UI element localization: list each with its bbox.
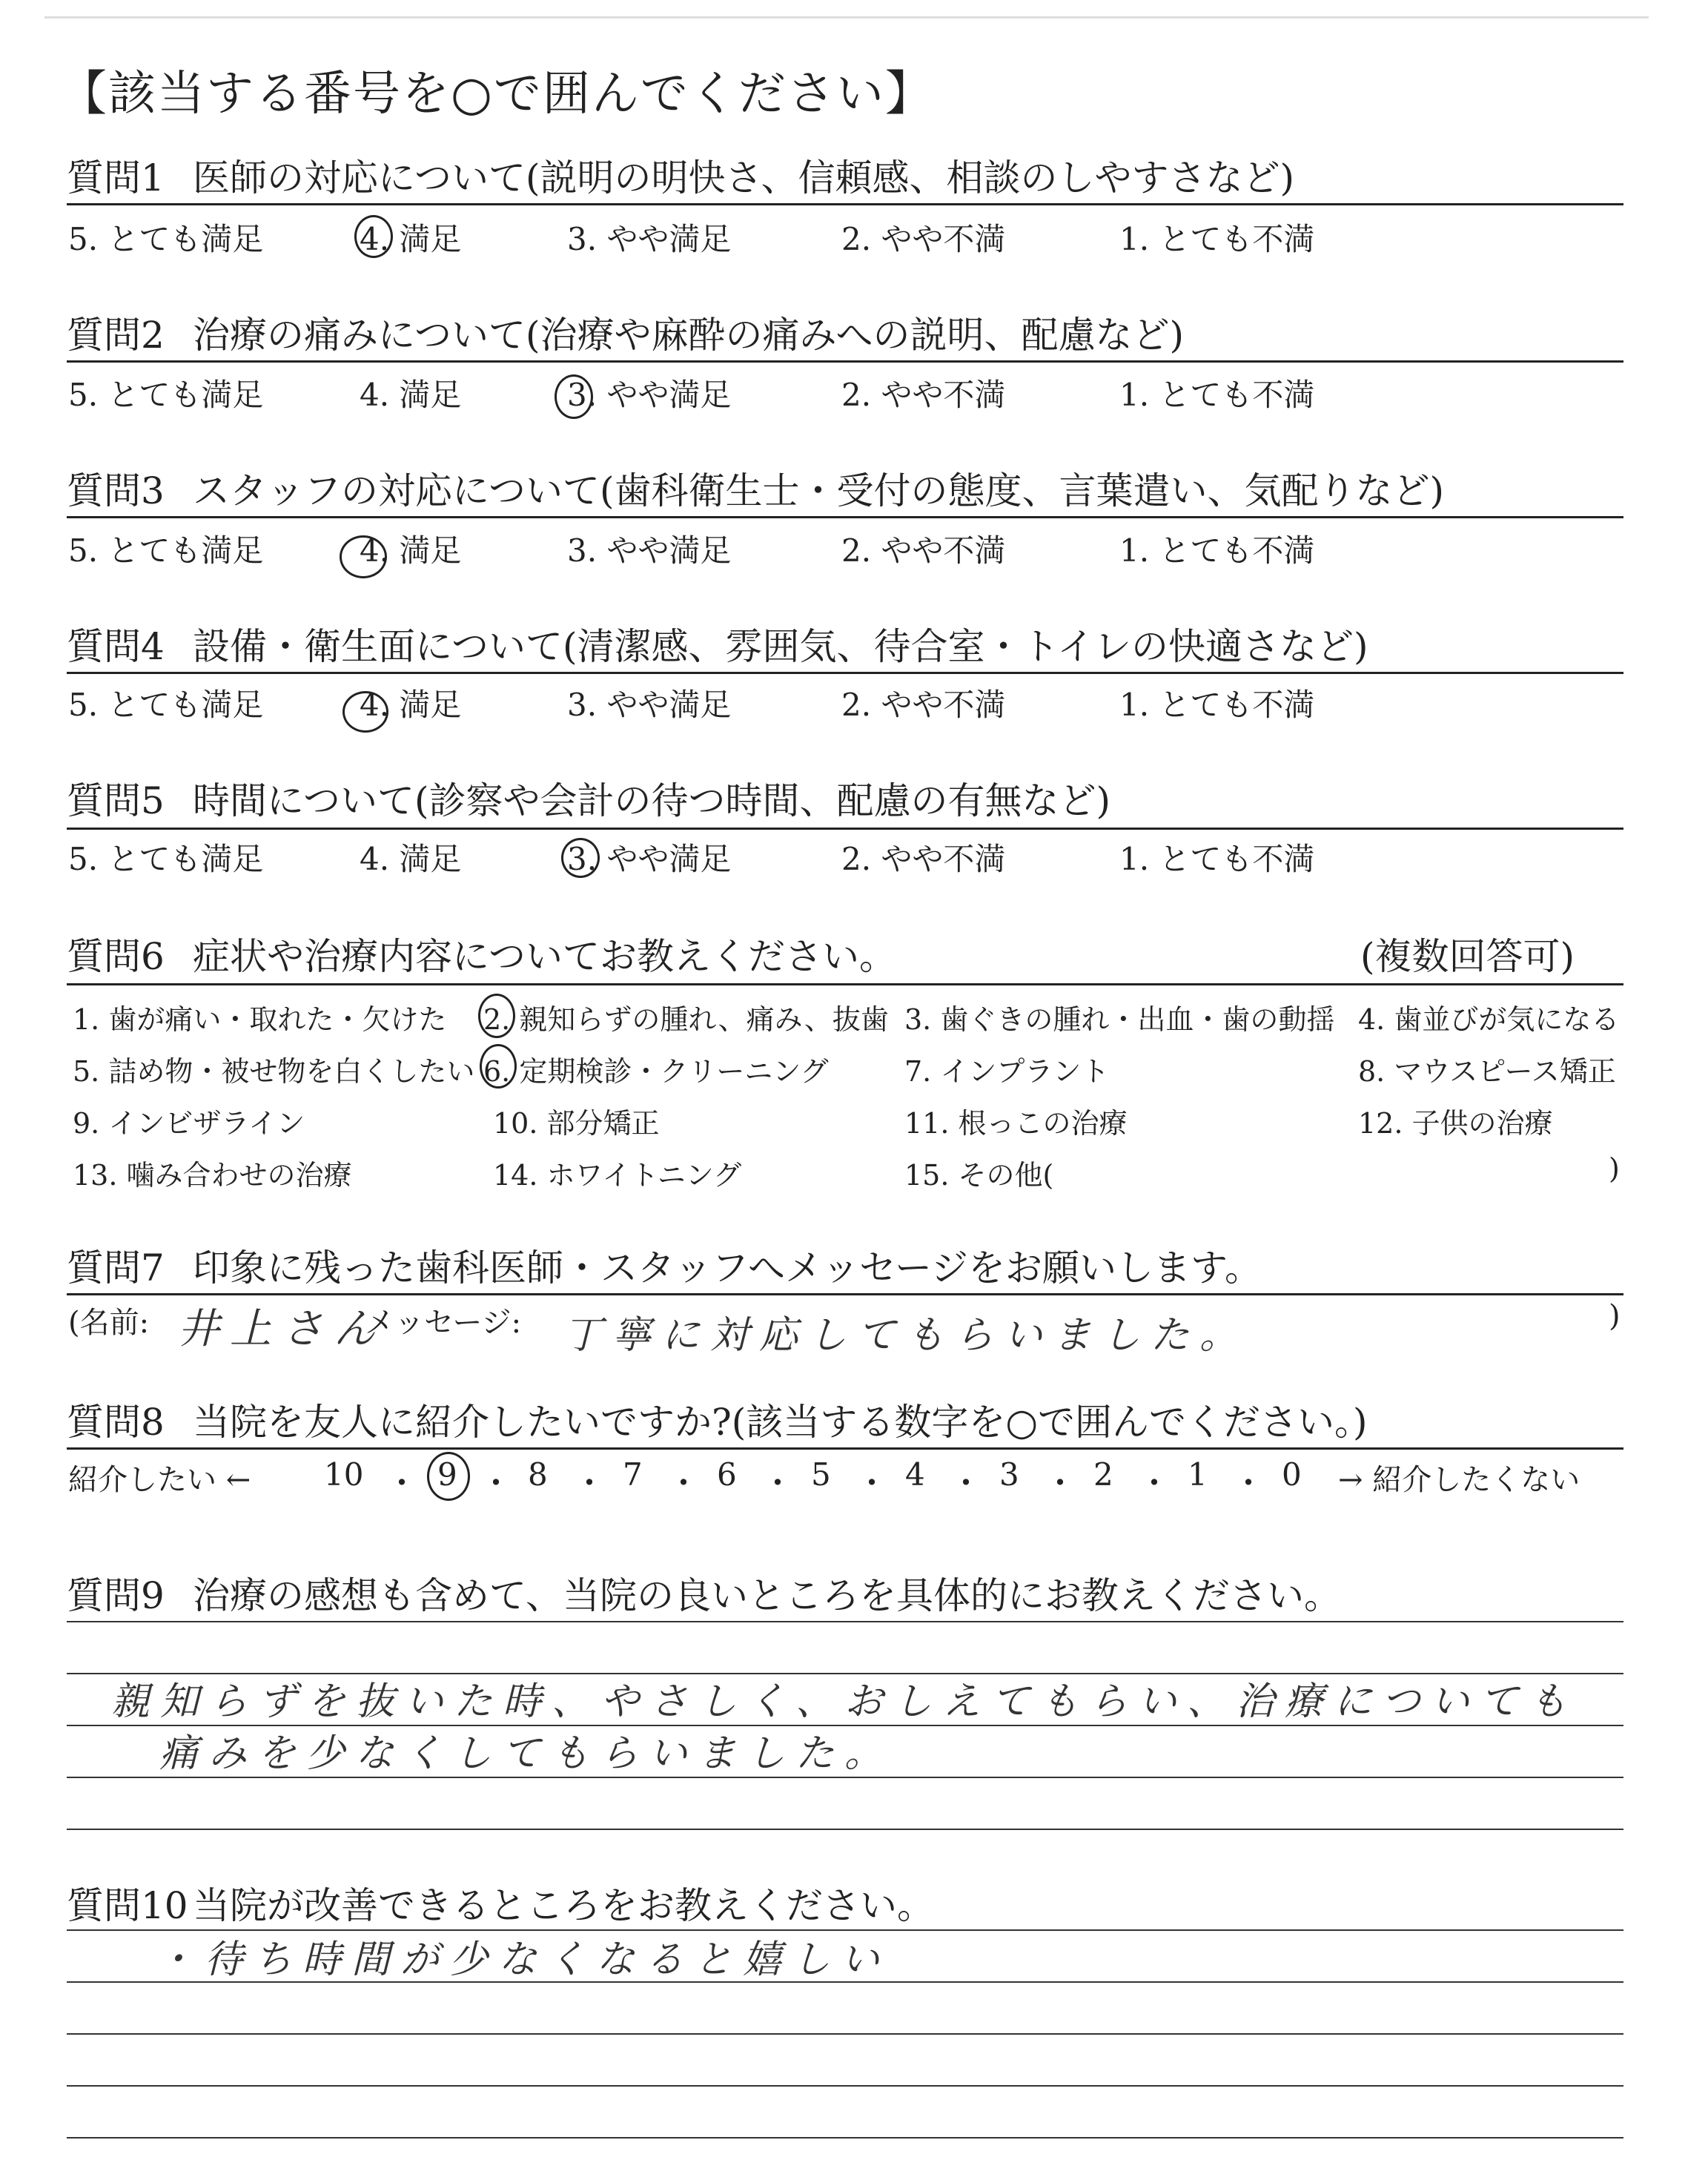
q5-rule [67,828,1623,830]
q1-option-2[interactable]: 2. やや不満 [841,221,1006,257]
q6-option-6[interactable]: 6. 定期検診・クリーニング [483,1055,829,1088]
q3-option-4[interactable]: 4. 満足 [360,532,462,569]
q8-number-3[interactable]: 3 [999,1456,1019,1493]
q8-number-1[interactable]: 1 [1188,1456,1208,1493]
q8-number-6[interactable]: 6 [717,1456,737,1493]
q1-title [67,148,1294,202]
q5-title [67,771,1110,825]
q3-option-2[interactable]: 2. やや不満 [841,532,1006,569]
q4-option-2[interactable]: 2. やや不満 [841,687,1006,723]
q4-number: 質問4 [67,625,165,668]
q6-option-15[interactable]: 15. その他( [904,1159,1054,1192]
q6-option-2[interactable]: 2. 親知らずの腫れ、痛み、抜歯 [483,1003,889,1036]
q10-number: 質問10 [67,1884,188,1927]
q4-selection-circle [342,691,388,733]
q8-separator: ・ [1044,1464,1076,1502]
q8-number-4[interactable]: 4 [905,1456,925,1493]
q9-answer-line-1[interactable]: 親知らずを抜いた時、やさしく、おしえてもらい、治療についても [111,1680,1578,1724]
q1-rule [67,203,1623,205]
q6-option-11[interactable]: 11. 根っこの治療 [904,1107,1128,1140]
q10-text: 当院が改善できるところをお教えください。 [193,1884,934,1927]
q7-text: 印象に残った歯科医師・スタッフへメッセージをお願いします。 [193,1246,1262,1289]
q8-separator: ・ [1232,1464,1265,1502]
q1-option-1[interactable]: 1. とても不満 [1119,221,1315,257]
q9-title [67,1566,1341,1619]
q6-option-14[interactable]: 14. ホワイトニング [493,1159,742,1192]
q6-selection-circle-6 [480,1044,517,1089]
q9-number: 質問9 [67,1574,165,1617]
q7-name-label: (名前: [68,1306,150,1340]
q3-option-5[interactable]: 5. とても満足 [68,532,264,569]
q2-option-4[interactable]: 4. 満足 [360,377,462,413]
page-heading: 【該当する番号を○で囲んでください】 [59,67,934,122]
q8-separator: ・ [573,1464,606,1502]
q2-option-5[interactable]: 5. とても満足 [68,377,264,413]
q8-number: 質問8 [67,1401,165,1444]
q4-option-4[interactable]: 4. 満足 [360,687,462,723]
q7-message-value[interactable]: 丁寧に対応してもらいました。 [563,1313,1249,1358]
q3-text: スタッフの対応について(歯科衛生士・受付の態度、言葉遣い、気配りなど) [193,469,1445,512]
q5-number: 質問5 [67,779,165,822]
q2-number: 質問2 [67,314,165,357]
q8-separator: ・ [761,1464,794,1502]
q8-separator: ・ [855,1464,888,1502]
q3-rule [67,516,1623,518]
q8-separator: ・ [480,1464,512,1502]
q8-number-2[interactable]: 2 [1093,1456,1113,1493]
q8-text: 当院を友人に紹介したいですか?(該当する数字を○で囲んでください。) [193,1401,1368,1444]
q6-option-15-close-paren: ) [1609,1152,1620,1185]
q8-number-8[interactable]: 8 [528,1456,548,1493]
q6-multiple-answer-note: (複数回答可) [1360,935,1575,978]
q9-rule [67,1621,1623,1622]
q10-answer-line [67,2033,1623,2035]
q8-selection-circle [427,1452,470,1501]
q5-option-4[interactable]: 4. 満足 [360,841,462,877]
q5-option-5[interactable]: 5. とても満足 [68,841,264,877]
q3-number: 質問3 [67,469,165,512]
q5-option-1[interactable]: 1. とても不満 [1119,841,1315,877]
q8-number-10[interactable]: 10 [324,1456,364,1493]
q7-message-label: メッセージ: [365,1306,522,1340]
q7-name-value[interactable]: 井上さん [178,1305,385,1353]
q6-rule [67,983,1623,985]
q8-right-label: → 紹介したくない [1338,1463,1580,1497]
q6-option-7[interactable]: 7. インプラント [904,1055,1110,1088]
q8-title [67,1393,1367,1446]
q10-answer-line [67,2085,1623,2087]
q7-title [67,1238,1262,1292]
q4-option-1[interactable]: 1. とても不満 [1119,687,1315,723]
q5-option-2[interactable]: 2. やや不満 [841,841,1006,877]
q3-selection-circle [340,535,387,578]
q8-separator: ・ [1138,1464,1171,1502]
q8-number-0[interactable]: 0 [1282,1456,1302,1493]
q4-rule [67,672,1623,674]
q4-title [67,617,1368,670]
q8-number-9[interactable]: 9 [437,1456,457,1493]
q1-selection-circle [354,215,393,258]
q6-option-1[interactable]: 1. 歯が痛い・取れた・欠けた [73,1003,447,1036]
q6-text: 症状や治療内容についてお教えください。 [193,935,896,978]
q2-option-2[interactable]: 2. やや不満 [841,377,1006,413]
q1-option-4[interactable]: 4. 満足 [360,221,462,257]
q8-separator: ・ [385,1464,418,1502]
q4-option-3[interactable]: 3. やや満足 [567,687,732,723]
top-border [44,16,1649,19]
q5-option-3[interactable]: 3. やや満足 [567,841,732,877]
q10-title [67,1876,934,1929]
q3-option-1[interactable]: 1. とても不満 [1119,532,1315,569]
q2-option-3[interactable]: 3. やや満足 [567,377,732,413]
q8-left-label: 紹介したい ← [68,1463,251,1497]
q6-option-8[interactable]: 8. マウスピース矯正 [1358,1055,1616,1088]
q1-option-5[interactable]: 5. とても満足 [68,221,264,257]
q8-number-5[interactable]: 5 [811,1456,831,1493]
q3-title [67,461,1444,515]
q2-title [67,305,1184,359]
q7-rule [67,1293,1623,1295]
q6-option-12[interactable]: 12. 子供の治療 [1358,1107,1553,1140]
q4-option-5[interactable]: 5. とても満足 [68,687,264,723]
q9-answer-line [67,1829,1623,1830]
q9-text: 治療の感想も含めて、当院の良いところを具体的にお教えください。 [193,1574,1341,1617]
q7-number: 質問7 [67,1246,165,1289]
q2-text: 治療の痛みについて(治療や麻酔の痛みへの説明、配慮など) [193,314,1185,357]
q3-option-3[interactable]: 3. やや満足 [567,532,732,569]
q6-number: 質問6 [67,935,165,978]
q6-option-10[interactable]: 10. 部分矯正 [493,1107,660,1140]
q6-option-5[interactable]: 5. 詰め物・被せ物を白くしたい [73,1055,475,1088]
q2-selection-circle [555,374,593,419]
q1-number: 質問1 [67,156,165,199]
q9-answer-line-2[interactable]: 痛みを少なくしてもらいました。 [159,1731,894,1776]
q4-text: 設備・衛生面について(清潔感、雰囲気、待合室・トイレの快適さなど) [193,625,1368,668]
q10-answer-line [67,2137,1623,2138]
q2-option-1[interactable]: 1. とても不満 [1119,377,1315,413]
q5-text: 時間について(診察や会計の待つ時間、配慮の有無など) [193,779,1111,822]
q6-selection-circle-2 [478,994,515,1038]
q6-option-3[interactable]: 3. 歯ぐきの腫れ・出血・歯の動揺 [904,1003,1335,1036]
q10-answer-line-1[interactable]: ・待ち時間が少なくなると嬉しい [156,1938,890,1982]
q8-number-7[interactable]: 7 [623,1456,643,1493]
q6-option-9[interactable]: 9. インビザライン [73,1107,305,1140]
q6-option-13[interactable]: 13. 噛み合わせの治療 [73,1159,352,1192]
q5-selection-circle [561,838,600,878]
q8-rule [67,1447,1623,1450]
q1-option-3[interactable]: 3. やや満足 [567,221,732,257]
q8-separator: ・ [950,1464,982,1502]
q8-separator: ・ [667,1464,700,1502]
q6-option-4[interactable]: 4. 歯並びが気になる [1358,1003,1620,1036]
q6-title [67,927,896,980]
q2-rule [67,360,1623,363]
q7-close-paren: ) [1609,1299,1621,1333]
q1-text: 医師の対応について(説明の明快さ、信頼感、相談のしやすさなど) [193,156,1295,199]
